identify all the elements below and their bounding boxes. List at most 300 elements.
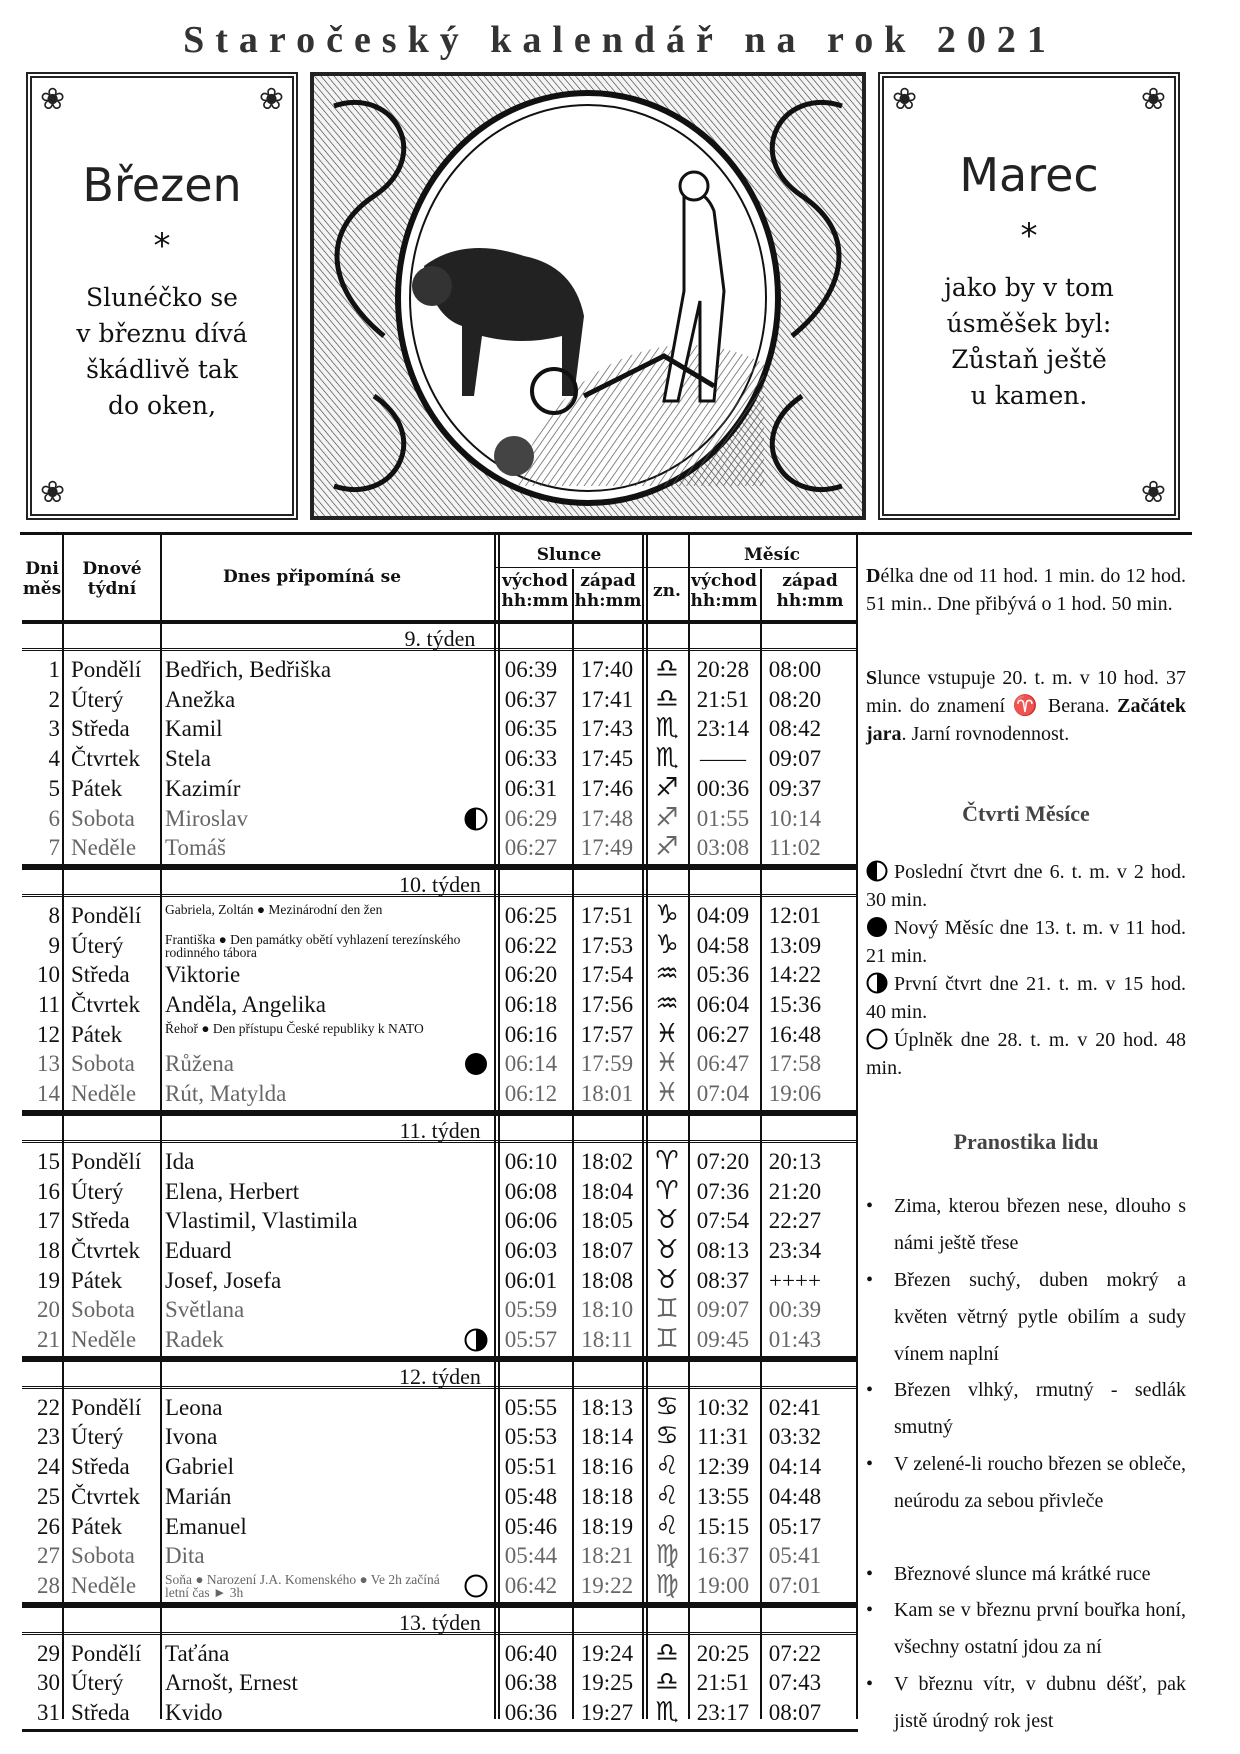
day-number: 21 <box>37 1327 60 1352</box>
moonrise-time: 21:51 <box>696 686 750 712</box>
sun-header: Slunce <box>536 545 602 565</box>
table-row <box>22 804 858 834</box>
moonset-time: 12:01 <box>768 902 822 928</box>
weekday: Čtvrtek <box>71 746 140 772</box>
verse-right: jako by v tom úsměšek byl: Zůstaň ještě u kamen. <box>944 273 1114 410</box>
bullet-icon: • <box>866 1379 874 1401</box>
name-day: Marián <box>165 1483 232 1509</box>
weekday: Pátek <box>71 775 123 801</box>
name-day: Františka ● Den památky obětí vyhlazení terezínského rodinného tábora <box>165 931 461 960</box>
name-day: Rút, Matylda <box>165 1081 287 1107</box>
sunrise-time: 06:40 <box>504 1640 558 1666</box>
zodiac-sign-icon: ♋ <box>655 1392 679 1422</box>
day-number: 14 <box>37 1081 60 1107</box>
sunset-time: 18:07 <box>580 1237 634 1263</box>
sunset-time: 17:41 <box>580 686 634 712</box>
moon-phases-title: Čtvrti Měsíce <box>962 801 1090 826</box>
sunrise-time: 06:06 <box>504 1208 558 1234</box>
moonrise-time: 00:36 <box>696 775 750 801</box>
sunrise-time: 06:16 <box>504 1021 558 1047</box>
weekday: Pondělí <box>71 1640 142 1666</box>
pranostika-text: V březnu vítr, v dubnu déšť, pak jistě úrodný rok jest <box>894 1673 1186 1732</box>
zodiac-sign-icon: ♈ <box>655 1176 679 1206</box>
table-row <box>22 960 858 990</box>
last-moon-phase-icon <box>464 807 488 831</box>
zodiac-sign-icon: ♓ <box>655 1049 679 1079</box>
moonrise-time: 07:54 <box>696 1208 750 1234</box>
pranostika-text: Kam se v březnu první bouřka honí, všechny ostatní jdou za ní <box>894 1599 1186 1658</box>
sunrise-time: 06:03 <box>504 1237 558 1263</box>
zodiac-sign-icon: ♓ <box>655 1019 679 1049</box>
sunset-time: 18:04 <box>580 1178 634 1204</box>
weekday: Středa <box>71 716 130 742</box>
moonrise-time: 16:37 <box>696 1543 750 1569</box>
zodiac-sign-icon: ♉ <box>655 1206 679 1236</box>
moonset-time: 00:39 <box>768 1297 822 1323</box>
table-row <box>22 1422 858 1452</box>
moonset-time: 13:09 <box>768 932 822 958</box>
name-day: Gabriela, Zoltán ● Mezinárodní den žen <box>165 901 383 917</box>
weekday: Středa <box>71 1700 130 1725</box>
moonset-time: 14:22 <box>768 962 822 988</box>
day-number: 17 <box>37 1208 60 1234</box>
sunrise-time: 05:51 <box>504 1454 558 1480</box>
weekday: Pondělí <box>71 902 142 928</box>
day-number: 29 <box>37 1640 60 1666</box>
bullet-icon: • <box>866 1599 874 1621</box>
weekday: Pondělí <box>71 1148 142 1174</box>
weekday: Pátek <box>71 1267 123 1293</box>
moonset-time: 19:06 <box>768 1081 822 1107</box>
col-weekday-header: Dnové týdní <box>82 559 142 599</box>
header-right-panel <box>878 72 1180 520</box>
new-moon-phase-icon <box>464 1052 488 1076</box>
divider <box>22 1729 858 1732</box>
col-names-header: Dnes připomíná se <box>222 567 402 587</box>
moonset-time: 02:41 <box>768 1394 822 1420</box>
divider <box>62 535 64 1719</box>
day-number: 19 <box>37 1267 60 1293</box>
pranostika-text: Březen suchý, duben mokrý a květen větrný pytle obilím a sudy vínem naplní <box>894 1269 1186 1365</box>
name-day: Josef, Josefa <box>165 1267 282 1293</box>
name-day: Stela <box>165 746 211 772</box>
weekday: Úterý <box>71 686 124 712</box>
moonset-time: 08:42 <box>768 716 822 742</box>
zodiac-sign-icon: ♑ <box>655 930 679 960</box>
zodiac-sign-icon: ♍ <box>655 1541 679 1571</box>
moonrise-time: 13:55 <box>696 1483 750 1509</box>
moonrise-time: 06:04 <box>696 992 750 1017</box>
table-row <box>22 774 858 804</box>
zodiac-sign-icon: ♈ <box>655 1146 679 1176</box>
name-day: Leona <box>165 1394 223 1420</box>
phase-new-moon: Nový Měsíc dne 13. t. m. v 11 hod. 21 min. <box>866 917 1186 967</box>
full-moon-phase-icon <box>464 1574 488 1598</box>
pranostika-text: Březnové slunce má krátké ruce <box>894 1563 1151 1585</box>
moonset-time: 08:07 <box>768 1700 822 1725</box>
moonrise-time: 06:47 <box>696 1051 750 1077</box>
weekday: Středa <box>71 1208 130 1234</box>
sunset-time: 18:19 <box>580 1513 634 1539</box>
zodiac-sign-icon: ♐ <box>655 773 679 803</box>
last-quarter-moon-icon <box>866 860 888 882</box>
table-row <box>22 1079 858 1109</box>
moonset-time: 11:02 <box>769 835 821 861</box>
moonrise-time: 05:36 <box>696 962 750 988</box>
sunset-header: západ hh:mm <box>574 571 642 611</box>
zodiac-sign-icon: ♎ <box>655 684 679 714</box>
moonrise-header: východ hh:mm <box>690 571 758 611</box>
table-row <box>22 1482 858 1512</box>
sunset-time: 17:46 <box>580 775 634 801</box>
moonrise-time: 01:55 <box>696 805 750 831</box>
moonset-time: 07:22 <box>768 1640 822 1666</box>
table-row <box>22 833 858 863</box>
weekday: Úterý <box>71 932 124 958</box>
name-day: Soňa ● Narození J.A. Komenského ● Ve 2h začíná letní čas ► 3h <box>165 1571 440 1600</box>
name-day: Taťána <box>165 1640 230 1666</box>
day-number: 26 <box>37 1513 60 1539</box>
day-number: 27 <box>37 1543 60 1569</box>
table-row <box>22 1698 858 1728</box>
col-day-header: Dni měs <box>22 559 62 599</box>
week-header: 13. týden <box>22 1605 858 1635</box>
flower-ornament-icon: ❀ <box>1140 82 1166 117</box>
moonrise-time: 21:51 <box>696 1670 750 1696</box>
table-row <box>22 685 858 715</box>
sunset-time: 17:59 <box>580 1051 634 1077</box>
weekday: Neděle <box>71 835 137 861</box>
moonrise-time: 23:17 <box>696 1700 750 1725</box>
day-number: 4 <box>48 746 60 772</box>
sunrise-time: 06:31 <box>504 775 558 801</box>
sunset-time: 17:56 <box>580 992 634 1017</box>
zodiac-sign-icon: ♐ <box>655 803 679 833</box>
table-row <box>22 1266 858 1296</box>
divider <box>688 535 690 1719</box>
table-row <box>22 1147 858 1177</box>
sunset-time: 17:40 <box>580 657 634 682</box>
name-day: Bedřich, Bedřiška <box>165 657 332 682</box>
moonset-time: 03:32 <box>768 1424 822 1450</box>
zodiac-sign-icon: ♌ <box>655 1481 679 1511</box>
ploughman-illustration <box>310 72 866 520</box>
first-moon-phase-icon <box>464 1328 488 1352</box>
day-number: 9 <box>48 932 60 958</box>
sunset-time: 18:21 <box>580 1543 634 1569</box>
sunset-time: 19:24 <box>580 1640 634 1666</box>
zodiac-sign-icon: ♒ <box>655 960 679 990</box>
day-number: 6 <box>48 805 60 831</box>
weekday: Úterý <box>71 1670 124 1696</box>
day-number: 8 <box>48 902 60 928</box>
weekday: Středa <box>71 962 130 988</box>
moon-header: Měsíc <box>743 545 800 565</box>
sunset-time: 18:18 <box>580 1483 634 1509</box>
moonrise-time: 08:37 <box>696 1267 750 1293</box>
moonrise-time: 11:31 <box>697 1424 749 1450</box>
table-row <box>22 901 858 931</box>
day-number: 3 <box>48 716 60 742</box>
sunset-time: 17:43 <box>580 716 634 742</box>
pranostika-text: V zelené-li roucho březen se obleče, neúrodu za sebou přivleče <box>894 1453 1186 1512</box>
day-number: 7 <box>48 835 60 861</box>
bullet-icon: • <box>866 1563 874 1585</box>
day-number: 31 <box>37 1700 60 1725</box>
sunset-time: 18:11 <box>581 1327 633 1352</box>
sunrise-time: 05:48 <box>504 1483 558 1509</box>
zodiac-sign-icon: ♏ <box>655 714 679 744</box>
pranostika-text: Březen vlhký, rmutný - sedlák smutný <box>894 1379 1186 1438</box>
sunrise-time: 06:14 <box>504 1051 558 1077</box>
moonrise-time: 07:36 <box>696 1178 750 1204</box>
moonset-time: 01:43 <box>768 1327 822 1352</box>
zodiac-sign-icon: ♊ <box>655 1295 679 1325</box>
weekday: Pondělí <box>71 1394 142 1420</box>
zodiac-header: zn. <box>653 581 681 601</box>
zodiac-sign-icon: ♌ <box>655 1511 679 1541</box>
moonset-time: 23:34 <box>768 1237 822 1263</box>
moonset-time: 22:27 <box>768 1208 822 1234</box>
day-number: 20 <box>37 1297 60 1323</box>
moonrise-time: 15:15 <box>696 1513 750 1539</box>
day-number: 23 <box>37 1424 60 1450</box>
moonset-time: 15:36 <box>768 992 822 1017</box>
moonset-time: 05:17 <box>768 1513 822 1539</box>
flower-ornament-icon: ❀ <box>1140 475 1166 510</box>
sunrise-time: 05:46 <box>504 1513 558 1539</box>
table-row <box>22 1236 858 1266</box>
day-number: 10 <box>37 962 60 988</box>
moonset-time: 08:00 <box>768 657 822 682</box>
bullet-icon: • <box>866 1453 874 1475</box>
sunrise-time: 06:20 <box>504 962 558 988</box>
sunset-time: 17:57 <box>580 1021 634 1047</box>
moonrise-time: 09:45 <box>696 1327 750 1352</box>
sunrise-time: 06:37 <box>504 686 558 712</box>
zodiac-sign-icon: ♒ <box>655 990 679 1019</box>
moonrise-time: 10:32 <box>696 1394 750 1420</box>
name-day: Vlastimil, Vlastimila <box>165 1208 358 1234</box>
zodiac-sign-icon: ♎ <box>655 655 679 684</box>
weekday: Středa <box>71 1454 130 1480</box>
zodiac-sign-icon: ♐ <box>655 833 679 863</box>
pranostika-text: Zima, kterou březen nese, dlouho s námi ještě třese <box>894 1195 1186 1254</box>
moonrise-time: 20:25 <box>696 1640 750 1666</box>
weekday: Neděle <box>71 1081 137 1107</box>
table-row <box>22 655 858 685</box>
moonset-time: 20:13 <box>768 1148 822 1174</box>
table-row <box>22 1206 858 1236</box>
moonrise-time: 20:28 <box>696 657 750 682</box>
month-name-sk: Marec <box>959 148 1099 202</box>
moonset-time: 04:14 <box>768 1454 822 1480</box>
sunrise-time: 06:12 <box>504 1081 558 1107</box>
moonrise-time: 07:20 <box>696 1148 750 1174</box>
table-row <box>22 990 858 1020</box>
verse-left: Slunéčko se v březnu dívá škádlivě tak do oken, <box>76 283 248 420</box>
name-day: Viktorie <box>165 962 241 988</box>
sunset-time: 17:49 <box>580 835 634 861</box>
sunset-time: 17:48 <box>580 805 634 831</box>
moonrise-time: 06:27 <box>696 1021 750 1047</box>
sunrise-header: východ hh:mm <box>501 571 569 611</box>
weekday: Pátek <box>71 1021 123 1047</box>
name-day: Emanuel <box>165 1513 247 1539</box>
sunrise-time: 06:29 <box>504 805 558 831</box>
week-header: 10. týden <box>22 867 858 897</box>
bullet-icon: • <box>866 1269 874 1291</box>
name-day: Elena, Herbert <box>165 1178 300 1204</box>
moonset-time: 09:07 <box>768 746 822 772</box>
bullet-icon: • <box>866 1195 874 1217</box>
sunset-time: 19:27 <box>580 1700 634 1725</box>
table-row <box>22 1393 858 1423</box>
divider <box>498 535 500 1719</box>
first-quarter-moon-icon <box>866 972 888 994</box>
table-row <box>22 1512 858 1542</box>
weekday: Čtvrtek <box>71 1483 140 1509</box>
moonrise-time: 09:07 <box>696 1297 750 1323</box>
sunrise-time: 05:44 <box>504 1543 558 1569</box>
week-header: 11. týden <box>22 1113 858 1143</box>
name-day: Anděla, Angelika <box>165 992 326 1017</box>
day-number: 11 <box>37 992 60 1017</box>
name-day: Růžena <box>165 1051 234 1077</box>
sun-note: Slunce vstupuje 20. t. m. v 10 hod. 37 min. do znamení ♈ Berana. Začátek jara. Jarní rovnodennost. <box>866 667 1187 745</box>
moonrise-time: 12:39 <box>696 1454 750 1480</box>
moonrise-time: 03:08 <box>696 835 750 861</box>
moonrise-time: 08:13 <box>696 1237 750 1263</box>
table-row <box>22 1295 858 1325</box>
name-day: Tomáš <box>165 835 226 861</box>
name-day: Ida <box>165 1148 195 1174</box>
zodiac-sign-icon: ♌ <box>655 1452 679 1482</box>
divider <box>160 535 162 1719</box>
moonrise-time: 07:04 <box>696 1081 750 1107</box>
sunset-time: 18:01 <box>580 1081 634 1107</box>
day-number: 30 <box>37 1670 60 1696</box>
sunrise-time: 06:01 <box>504 1267 558 1293</box>
sunset-time: 17:51 <box>580 902 634 928</box>
name-day: Gabriel <box>165 1454 234 1480</box>
week-header: 12. týden <box>22 1359 858 1389</box>
sunrise-time: 06:39 <box>504 657 558 682</box>
name-day: Radek <box>165 1327 224 1352</box>
name-day: Arnošt, Ernest <box>165 1670 298 1696</box>
day-number: 2 <box>48 686 60 712</box>
week-header: 9. týden <box>22 621 858 651</box>
name-day: Kazimír <box>165 775 241 801</box>
table-header <box>22 535 858 623</box>
phase-first-quarter: První čtvrt dne 21. t. m. v 15 hod. 40 min. <box>866 973 1186 1023</box>
sunset-time: 19:22 <box>580 1572 634 1598</box>
moonset-time: 04:48 <box>768 1483 822 1509</box>
name-day: Eduard <box>165 1237 232 1263</box>
moonset-time: 07:43 <box>768 1670 822 1696</box>
divider <box>642 535 644 1719</box>
sunset-time: 17:45 <box>580 746 634 772</box>
sunrise-time: 06:33 <box>504 746 558 772</box>
moonset-time: 07:01 <box>768 1572 822 1598</box>
moonset-time: 09:37 <box>768 775 822 801</box>
zodiac-sign-icon: ♉ <box>655 1265 679 1295</box>
table-row <box>22 1639 858 1669</box>
sunrise-time: 05:57 <box>504 1327 558 1352</box>
table-row <box>22 1541 858 1571</box>
weekday: Neděle <box>71 1327 137 1352</box>
sunset-time: 18:10 <box>580 1297 634 1323</box>
weekday: Neděle <box>71 1572 137 1598</box>
moonrise-time: 04:09 <box>696 902 750 928</box>
zodiac-sign-icon: ♏ <box>655 1698 679 1727</box>
day-number: 12 <box>37 1021 60 1047</box>
sunrise-time: 06:38 <box>504 1670 558 1696</box>
day-length-note: Délka dne od 11 hod. 1 min. do 12 hod. 51 min.. Dne přibývá o 1 hod. 50 min. <box>866 565 1186 615</box>
divider <box>646 535 648 1719</box>
divider <box>496 567 858 568</box>
zodiac-sign-icon: ♎ <box>655 1638 679 1668</box>
sunset-time: 18:14 <box>580 1424 634 1450</box>
weekday: Čtvrtek <box>71 1237 140 1263</box>
sunset-time: 18:02 <box>580 1148 634 1174</box>
day-number: 18 <box>37 1237 60 1263</box>
moonset-time: ++++ <box>769 1267 821 1293</box>
table-row <box>22 744 858 774</box>
day-number: 1 <box>48 657 60 682</box>
day-number: 22 <box>37 1394 60 1420</box>
zodiac-sign-icon: ♑ <box>655 900 679 930</box>
table-row <box>22 1668 858 1698</box>
zodiac-sign-icon: ♍ <box>655 1570 679 1600</box>
moonrise-time: —— <box>700 746 746 772</box>
bullet-icon: • <box>866 1673 874 1695</box>
star-icon: * <box>153 226 171 266</box>
day-number: 13 <box>37 1051 60 1077</box>
divider <box>760 569 762 1719</box>
divider <box>856 535 858 1719</box>
moonrise-time: 19:00 <box>696 1572 750 1598</box>
weekday: Pondělí <box>71 657 142 682</box>
day-number: 16 <box>37 1178 60 1204</box>
table-row <box>22 1325 858 1355</box>
flower-ornament-icon: ❀ <box>40 475 66 510</box>
weekday: Sobota <box>71 1297 135 1323</box>
zodiac-sign-icon: ♊ <box>655 1325 679 1354</box>
weekday: Sobota <box>71 1543 135 1569</box>
divider <box>572 569 574 1719</box>
weekday: Pátek <box>71 1513 123 1539</box>
weekday: Sobota <box>71 1051 135 1077</box>
sunrise-time: 05:55 <box>504 1394 558 1420</box>
sunrise-time: 06:08 <box>504 1178 558 1204</box>
month-name-cz: Březen <box>82 158 242 212</box>
day-number: 25 <box>37 1483 60 1509</box>
sunset-time: 19:25 <box>580 1670 634 1696</box>
name-day: Miroslav <box>165 805 249 831</box>
new-moon-icon <box>866 916 888 938</box>
name-day: Ivona <box>165 1424 218 1450</box>
weekday: Sobota <box>71 805 135 831</box>
star-icon: * <box>1020 216 1038 256</box>
sunrise-time: 06:25 <box>504 902 558 928</box>
flower-ornament-icon: ❀ <box>892 82 918 117</box>
weekday: Úterý <box>71 1424 124 1450</box>
flower-ornament-icon: ❀ <box>258 82 284 117</box>
table-row <box>22 931 858 961</box>
table-row <box>22 1177 858 1207</box>
name-day: Kvido <box>165 1700 223 1725</box>
